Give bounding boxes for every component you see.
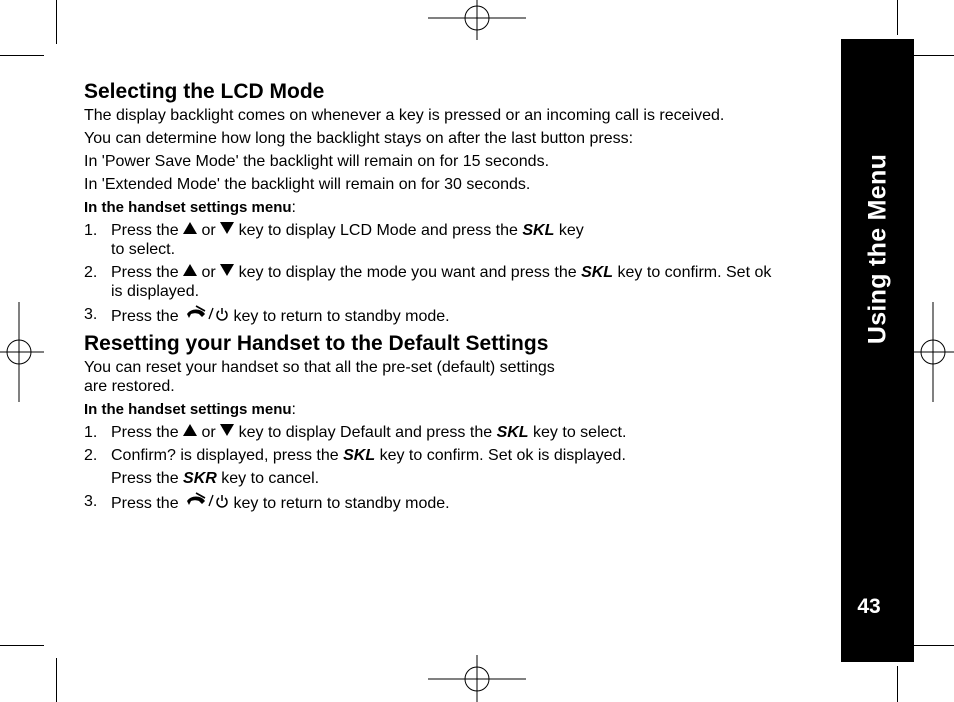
end-call-power-icon (183, 492, 229, 510)
step-text: Press the (111, 222, 179, 239)
step-text: key to display LCD Mode and press the (238, 222, 518, 239)
registration-mark-icon (910, 302, 954, 402)
lcd-para: The display backlight comes on whenever a key is pressed or an incoming call is received. (84, 107, 725, 124)
step-number: 1. (84, 222, 98, 239)
crop-mark (897, 0, 898, 35)
down-arrow-icon (220, 222, 234, 234)
step-number: 3. (84, 493, 98, 510)
menu-label (84, 400, 774, 419)
down-arrow-icon (220, 424, 234, 436)
step-text: Press the (111, 424, 179, 441)
chapter-title-wrap (841, 39, 914, 459)
lcd-heading: Selecting the LCD Mode (84, 80, 325, 103)
down-arrow-icon (220, 264, 234, 276)
step-text: key to display the mode you want and press the (238, 264, 577, 281)
step-text: or (201, 264, 216, 281)
step-text: Press the (111, 470, 179, 487)
list-item (84, 446, 774, 488)
crop-mark (910, 645, 954, 646)
step-text: key to select. (533, 424, 627, 441)
lcd-para: In 'Extended Mode' the backlight will remain on for 30 seconds. (84, 176, 531, 193)
step-text: key to display Default and press the (238, 424, 493, 441)
chapter-title: Using the Menu (863, 153, 891, 345)
menu-label-text: In the handset settings menu (84, 199, 292, 216)
list-item (84, 423, 774, 442)
lcd-para: In 'Power Save Mode' the backlight will remain on for 15 seconds. (84, 153, 550, 170)
menu-label-colon: : (291, 401, 296, 418)
key-name: SKL (496, 424, 529, 441)
step-text: key to return to standby mode. (233, 308, 450, 325)
menu-label-colon: : (291, 199, 296, 216)
reset-para: You can reset your handset so that all the pre-set (default) settings (84, 359, 555, 376)
page-content (84, 80, 774, 513)
reset-heading: Resetting your Handset to the Default Settings (84, 332, 549, 355)
step-text: Press the (111, 308, 179, 325)
crop-mark (56, 0, 57, 44)
step-text: Confirm? is displayed, press the (111, 447, 339, 464)
key-name: SKL (522, 222, 555, 239)
registration-mark-icon (428, 655, 526, 702)
step-text: key to confirm. Set ok is displayed. (111, 264, 772, 300)
step-text: to select. (111, 241, 176, 258)
end-call-power-icon (183, 305, 229, 323)
step-number: 1. (84, 424, 98, 441)
reset-steps (84, 423, 774, 513)
crop-mark (0, 645, 44, 646)
crop-mark (56, 658, 57, 702)
registration-mark-icon (0, 302, 44, 402)
page-number: 43 (857, 595, 881, 618)
reset-para: are restored. (84, 378, 175, 395)
step-text: key (558, 222, 584, 239)
step-text: or (201, 222, 216, 239)
crop-mark (0, 55, 44, 56)
menu-label-text: In the handset settings menu (84, 401, 292, 418)
list-item (84, 492, 774, 513)
list-item (84, 221, 774, 259)
lcd-para: You can determine how long the backlight stays on after the last button press: (84, 130, 634, 147)
key-name: SKL (581, 264, 614, 281)
step-text: Press the (111, 495, 179, 512)
up-arrow-icon (183, 264, 197, 276)
up-arrow-icon (183, 222, 197, 234)
step-subline (111, 469, 774, 488)
crop-mark (910, 55, 954, 56)
chapter-tab (841, 39, 914, 662)
step-number: 3. (84, 306, 98, 323)
key-name: SKR (183, 470, 217, 487)
step-text: key to cancel. (221, 470, 320, 487)
step-number: 2. (84, 447, 98, 464)
step-number: 2. (84, 264, 98, 281)
step-text: Press the (111, 264, 179, 281)
step-text: key to return to standby mode. (233, 495, 450, 512)
step-text: or (201, 424, 216, 441)
menu-label (84, 198, 774, 217)
registration-mark-icon (428, 0, 526, 40)
key-name: SKL (343, 447, 376, 464)
lcd-steps (84, 221, 774, 326)
list-item (84, 305, 774, 326)
step-text: key to confirm. Set ok is displayed. (379, 447, 626, 464)
crop-mark (897, 666, 898, 702)
list-item (84, 263, 774, 301)
up-arrow-icon (183, 424, 197, 436)
